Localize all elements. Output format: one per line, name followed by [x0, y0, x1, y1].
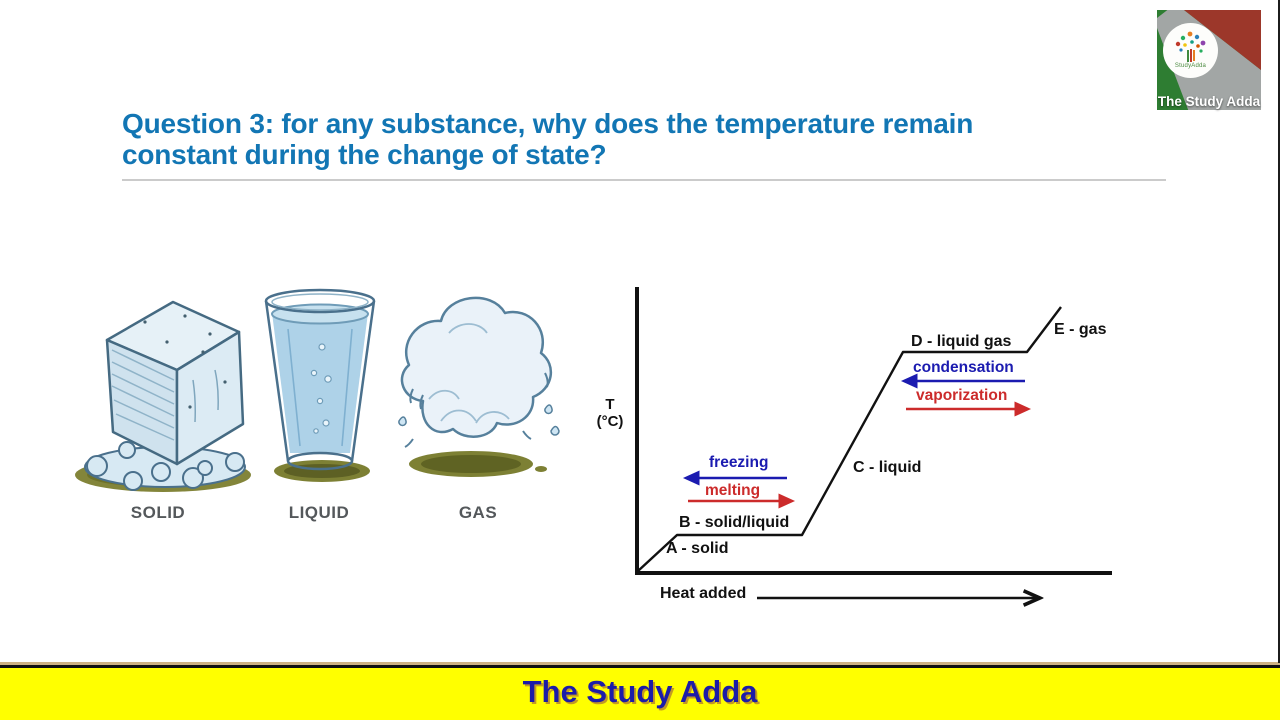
- state-label-solid: SOLID: [130, 503, 186, 522]
- y-axis-label: [586, 396, 634, 430]
- logo-brand-label: The Study Adda: [1157, 94, 1261, 109]
- segment-label-b: B - solid/liquid: [679, 514, 790, 531]
- cloud-shadow-dark: [421, 455, 521, 473]
- segment-label-e: E - gas: [1054, 321, 1107, 338]
- footer-banner: [0, 665, 1280, 720]
- cloud-body: [402, 298, 551, 437]
- melting-label: melting: [705, 482, 761, 499]
- logo-circle-label: StudyAdda: [1174, 63, 1207, 69]
- question-title-line2: constant during the change of state?: [122, 139, 607, 170]
- segment-label-d: D - liquid gas: [911, 333, 1012, 350]
- heating-curve-graph: [580, 280, 1140, 625]
- segment-label-c: C - liquid: [853, 459, 922, 476]
- state-label-gas: GAS: [458, 503, 498, 522]
- condensation-label: condensation: [913, 359, 1014, 376]
- water: [272, 313, 368, 453]
- shadow-speck: [535, 466, 547, 472]
- freezing-label: freezing: [709, 454, 769, 471]
- ice-cube-illustration: [75, 282, 255, 502]
- water-glass-drawing: [250, 281, 390, 486]
- water-glass-illustration: [250, 281, 390, 491]
- y-axis-label-line1: T: [605, 396, 615, 413]
- title-divider: [122, 179, 1166, 181]
- cube: [107, 302, 243, 464]
- x-axis-label: Heat added: [660, 585, 747, 602]
- logo-circle: [1163, 23, 1218, 78]
- gas-cloud-drawing: [383, 281, 568, 486]
- question-title: [122, 108, 1182, 170]
- question-title-line1: Question 3: for any substance, why does the temperature remain: [122, 108, 974, 139]
- y-axis-label-line2: (°C): [596, 413, 624, 430]
- gas-cloud-illustration: [383, 281, 568, 491]
- channel-logo-badge: [1157, 10, 1261, 110]
- logo-tree-icon: [1163, 23, 1218, 78]
- state-label-liquid: LIQUID: [288, 503, 350, 522]
- vaporization-label: vaporization: [916, 387, 1008, 404]
- footer-brand-label: The Study Adda: [522, 674, 758, 709]
- ice-cube-drawing: [75, 282, 255, 497]
- segment-label-a: A - solid: [666, 540, 729, 557]
